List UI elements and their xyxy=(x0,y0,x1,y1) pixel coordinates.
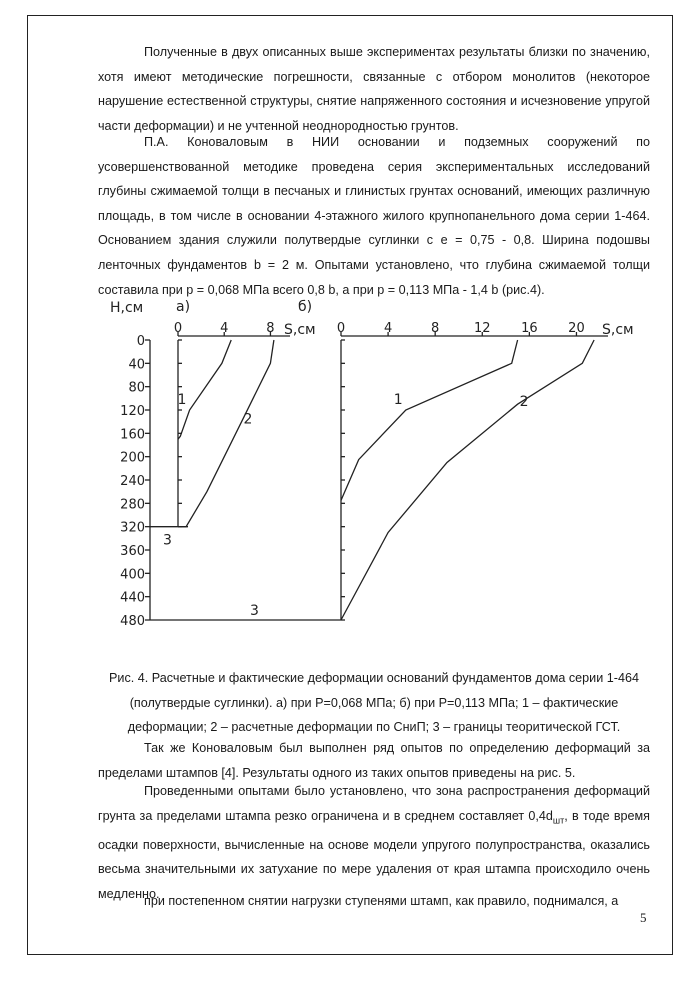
boundary-label: 3 xyxy=(250,603,259,619)
x-tick-label: 12 xyxy=(473,321,491,336)
depth-tick-label: 40 xyxy=(128,357,145,373)
x-tick-label: 8 xyxy=(431,321,440,336)
series-1-label: 1 xyxy=(393,392,403,408)
page-number: 5 xyxy=(640,910,647,925)
x-tick-label: 4 xyxy=(383,321,393,336)
depth-tick-label: 200 xyxy=(120,450,145,466)
paragraph-4-text-end: , в тоде время осадки поверхности, вычисленные на основе модели упругого полупространства, оказались весьма значительными их затухание по мере удаления от края штампа происходило очень медленно. xyxy=(98,808,650,901)
paragraph-5 xyxy=(98,889,650,914)
panel-a xyxy=(150,299,316,549)
paragraph-1-text: Полученные в двух описанных выше экспериментах результаты близки по значению, хотя имеют методические погрешности, связанные с отбором монолитов (некоторое нарушение естественной структуры, снятие напряженного состояния и исчезновение упругой части деформации) и не учтенной неоднородностью грунтов. xyxy=(98,45,650,133)
paragraph-1 xyxy=(98,40,650,138)
y-axis-label: Н,см xyxy=(110,300,144,316)
depth-tick-label: 440 xyxy=(120,590,145,606)
series-1-curve xyxy=(341,340,518,500)
panel-a-xlabel: S,см xyxy=(284,322,316,338)
paragraph-4-text: Проведенными опытами было установлено, что зона распространения деформаций грунта за пределами штампа резко ограничена и в среднем составляет 0,4d xyxy=(98,784,650,823)
paragraph-4-subscript: шт xyxy=(552,815,565,826)
paragraph-2-text: П.А. Коноваловым в НИИ основании и подземных сооружений по усовершенствованной методике проведена серия экспериментальных исследований глубины сжимаемой толщи в песчаных и глинистых грунтах оснований, имеющих различную площадь, в том числе в основании 4-этажного жилого крупнопанельного дома серии 1-464. Основанием здания служили полутвердые суглинки с е = 0,75 - 0,8. Ширина подошвы ленточных фундаментов b = 2 м. Опытами установлено, что глубина сжимаемой толщи составила при р = 0,068 МПа всего 0,8 b, а при р = 0,113 МПа - 1,4 b (рис.4). xyxy=(98,135,650,297)
figure-caption: Рис. 4. Расчетные и фактические деформации оснований фундаментов дома серии 1-464 (полутвердые суглинки). а) при Р=0,068 МПа; б) при Р=0,113 МПа; 1 – фактические деформации; 2 – расчетные деформации по СниП; 3 – границы теоритической ГСТ. xyxy=(109,671,639,735)
panel-a-label: а) xyxy=(176,299,191,315)
series-2-curve xyxy=(341,340,594,620)
x-tick-label: 0 xyxy=(336,321,346,336)
depth-tick-label: 320 xyxy=(120,520,145,536)
x-tick-label: 8 xyxy=(266,321,275,336)
depth-tick-label: 80 xyxy=(128,380,145,396)
x-tick-label: 4 xyxy=(220,321,229,336)
depth-tick-label: 240 xyxy=(120,474,145,489)
series-2-label: 2 xyxy=(519,394,529,411)
depth-tick-label: 280 xyxy=(120,497,145,513)
figure-4 xyxy=(0,290,700,650)
panel-b-xlabel: S,см xyxy=(602,322,634,338)
depth-axis xyxy=(110,300,150,629)
paragraph-2 xyxy=(98,130,650,302)
series-1-curve xyxy=(178,340,231,439)
depth-tick-label: 400 xyxy=(120,567,145,583)
paragraph-3 xyxy=(98,736,650,785)
depth-tick-label: 0 xyxy=(136,334,145,349)
series-2-curve xyxy=(178,340,274,527)
x-tick-label: 20 xyxy=(568,321,585,336)
boundary-label: 3 xyxy=(163,532,172,549)
series-1-label: 1 xyxy=(177,392,187,408)
depth-tick-label: 360 xyxy=(120,544,145,559)
x-tick-label: 0 xyxy=(173,321,183,336)
depth-tick-label: 120 xyxy=(120,404,145,419)
series-2-label: 2 xyxy=(243,411,253,428)
panel-b-label: б) xyxy=(298,299,313,315)
x-tick-label: 16 xyxy=(521,321,538,336)
depth-tick-label: 160 xyxy=(120,427,145,443)
paragraph-4 xyxy=(98,779,650,906)
paragraph-5-text: при постепенном снятии нагрузки ступенями штамп, как правило, поднимался, а xyxy=(144,894,619,908)
depth-tick-label: 480 xyxy=(120,614,145,629)
paragraph-3-text: Так же Коноваловым был выполнен ряд опытов по определению деформаций за пределами штампов [4]. Результаты одного из таких опытов приведены на рис. 5. xyxy=(98,741,650,780)
